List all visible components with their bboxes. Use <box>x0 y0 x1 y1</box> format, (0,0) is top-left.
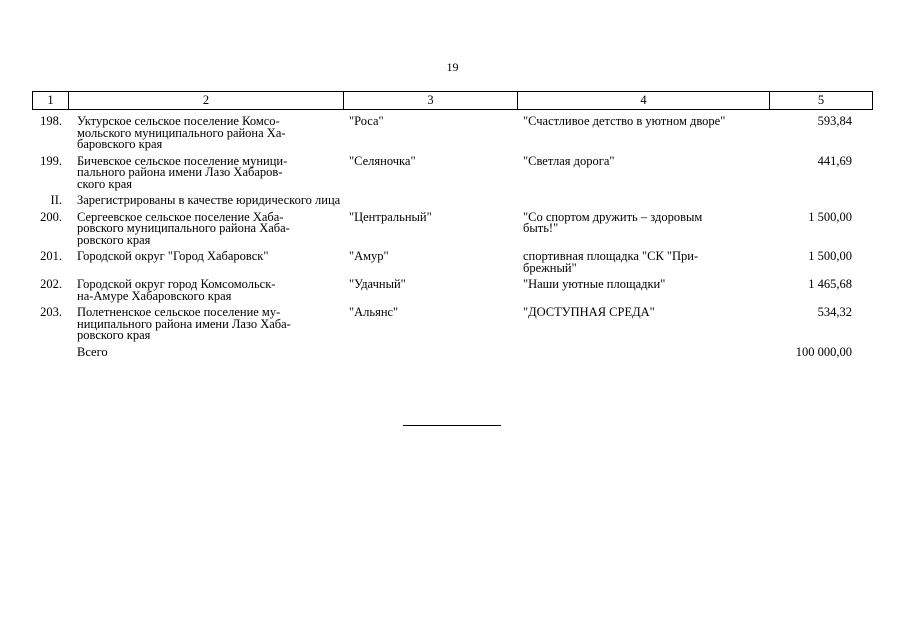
section-label-text: Зарегистрированы в качестве юридического лица <box>77 193 341 207</box>
row-number: 198. <box>40 114 62 128</box>
total-empty-cell <box>343 345 517 362</box>
organization-cell: "Амур" <box>349 249 389 263</box>
row-number: 199. <box>40 153 62 168</box>
row-number: 201. <box>40 249 62 263</box>
total-row <box>32 345 872 362</box>
project-cell <box>517 305 769 345</box>
amount-cell: 1 465,68 <box>808 277 852 291</box>
amount-cell: 593,84 <box>817 114 852 128</box>
project-text: "Со спортом дружить – здоровым быть!" <box>523 209 703 235</box>
project-cell <box>517 210 769 250</box>
row-number: 203. <box>40 305 62 319</box>
project-cell <box>517 114 769 154</box>
organization-cell: "Альянс" <box>349 305 399 319</box>
section-row <box>32 193 872 210</box>
municipality-cell <box>68 305 343 345</box>
page-number: 19 <box>446 60 459 74</box>
table-row <box>32 249 872 277</box>
municipality-text: Городской округ город Комсомольск- на-Амуре Хабаровского края <box>77 277 276 303</box>
section-label <box>68 193 872 210</box>
end-divider <box>403 425 501 426</box>
project-text: "Светлая дорога" <box>523 153 615 168</box>
table-row <box>32 154 872 194</box>
table-row <box>32 305 872 345</box>
table-row <box>32 114 872 154</box>
table-row <box>32 210 872 250</box>
amount-cell: 1 500,00 <box>808 209 852 224</box>
total-amount: 100 000,00 <box>795 344 852 359</box>
municipality-text: Городской округ "Город Хабаровск" <box>77 249 269 263</box>
table-header-row <box>33 92 873 110</box>
header-col-4: 4 <box>518 92 770 110</box>
total-empty-cell <box>517 345 769 362</box>
organization-cell: "Центральный" <box>349 209 432 224</box>
project-cell <box>517 249 769 277</box>
amount-cell: 441,69 <box>817 153 852 168</box>
municipality-text: Уктурское сельское поселение Комсо- мольского муниципального района Ха- баровского края <box>77 114 286 151</box>
municipality-cell <box>68 277 343 305</box>
project-cell <box>517 154 769 194</box>
organization-cell: "Удачный" <box>349 277 406 291</box>
section-number: II. <box>50 193 62 207</box>
project-text: "ДОСТУПНАЯ СРЕДА" <box>523 305 655 319</box>
municipality-text: Сергеевское сельское поселение Хаба- ровского муниципального района Хаба- ровского края <box>77 209 290 247</box>
municipality-cell <box>68 210 343 250</box>
municipality-text: Полетненское сельское поселение му- ниципального района имени Лазо Хаба- ровского края <box>77 305 291 342</box>
organization-cell: "Селяночка" <box>349 153 416 168</box>
organization-cell: "Роса" <box>349 114 384 128</box>
municipality-cell <box>68 114 343 154</box>
header-col-3: 3 <box>344 92 518 110</box>
table-row <box>32 277 872 305</box>
header-col-2: 2 <box>69 92 344 110</box>
table-body <box>32 114 872 361</box>
municipality-cell <box>68 249 343 277</box>
project-text: спортивная площадка "СК "При- брежный" <box>523 249 699 275</box>
header-col-1: 1 <box>33 92 69 110</box>
municipality-text: Бичевское сельское поселение муници- пального района имени Лазо Хабаров- ского края <box>77 153 288 191</box>
row-number: 202. <box>40 277 62 291</box>
project-cell <box>517 277 769 305</box>
table-header <box>32 91 873 110</box>
amount-cell: 1 500,00 <box>808 249 852 263</box>
project-text: "Наши уютные площадки" <box>523 277 666 291</box>
municipality-cell <box>68 154 343 194</box>
amount-cell: 534,32 <box>817 305 852 319</box>
project-text: "Счастливое детство в уютном дворе" <box>523 114 726 128</box>
header-col-5: 5 <box>770 92 873 110</box>
row-number: 200. <box>40 209 62 224</box>
total-number-cell <box>32 345 68 362</box>
total-label: Всего <box>77 344 108 359</box>
